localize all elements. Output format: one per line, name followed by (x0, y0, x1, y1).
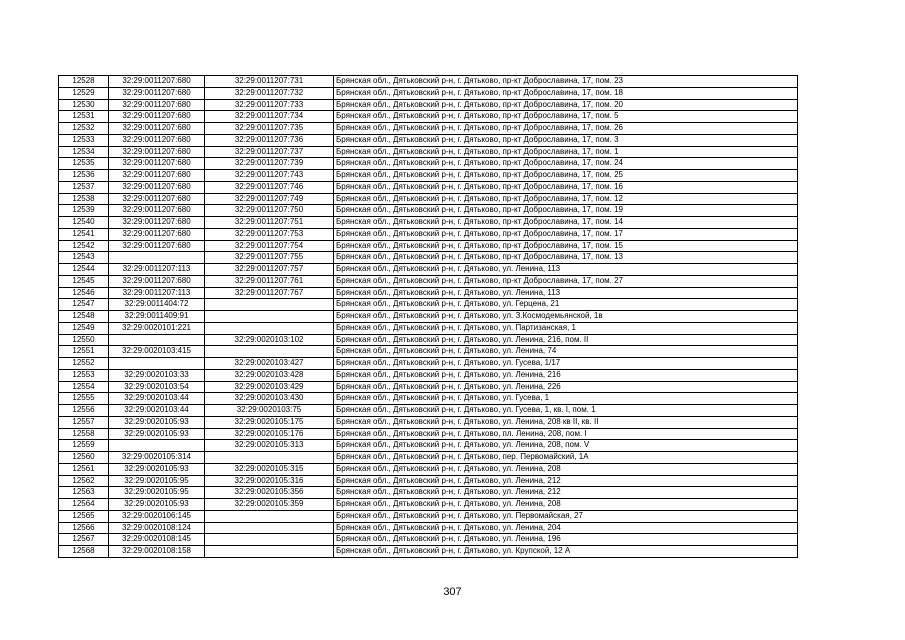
row-number-cell: 12558 (59, 428, 109, 440)
row-number-cell: 12545 (59, 275, 109, 287)
object-cadastral-number-cell (205, 546, 334, 558)
parcel-cadastral-number-cell (109, 334, 205, 346)
row-number-cell: 12566 (59, 522, 109, 534)
row-number-cell: 12555 (59, 393, 109, 405)
table-row (59, 381, 798, 393)
table-row (59, 475, 798, 487)
object-cadastral-number-cell: 32:29:0020103:429 (205, 381, 334, 393)
parcel-cadastral-number-cell: 32:29:0020106:145 (109, 510, 205, 522)
object-cadastral-number-cell: 32:29:0011207:732 (205, 87, 334, 99)
address-cell: Брянская обл., Дятьковский р-н, г. Дятьково, ул. Ленина, 208 (334, 499, 798, 511)
row-number-cell: 12531 (59, 111, 109, 123)
table-row (59, 205, 798, 217)
table-row (59, 299, 798, 311)
row-number-cell: 12528 (59, 76, 109, 88)
address-cell: Брянская обл., Дятьковский р-н, г. Дятьково, пр-кт Доброславина, 17, пом. 20 (334, 99, 798, 111)
object-cadastral-number-cell: 32:29:0011207:751 (205, 217, 334, 229)
parcel-cadastral-number-cell: 32:29:0020103:33 (109, 369, 205, 381)
table-row (59, 452, 798, 464)
row-number-cell: 12561 (59, 463, 109, 475)
table-row (59, 76, 798, 88)
object-cadastral-number-cell: 32:29:0011207:767 (205, 287, 334, 299)
table-row (59, 252, 798, 264)
object-cadastral-number-cell (205, 346, 334, 358)
row-number-cell: 12559 (59, 440, 109, 452)
address-cell: Брянская обл., Дятьковский р-н, г. Дятьково, ул. Ленина, 226 (334, 381, 798, 393)
registry-table (58, 75, 798, 558)
address-cell: Брянская обл., Дятьковский р-н, г. Дятьково, ул. Партизанская, 1 (334, 322, 798, 334)
address-cell: Брянская обл., Дятьковский р-н, г. Дятьково, пр-кт Доброславина, 17, пом. 15 (334, 240, 798, 252)
address-cell: Брянская обл., Дятьковский р-н, г. Дятьково, ул. З.Космодемьянской, 1в (334, 311, 798, 323)
registry-table-body (59, 76, 798, 558)
address-cell: Брянская обл., Дятьковский р-н, г. Дятьково, ул. Гусева, 1/17 (334, 358, 798, 370)
address-cell: Брянская обл., Дятьковский р-н, г. Дятьково, ул. Ленина, 212 (334, 487, 798, 499)
address-cell: Брянская обл., Дятьковский р-н, г. Дятьково, ул. Герцена, 21 (334, 299, 798, 311)
address-cell: Брянская обл., Дятьковский р-н, г. Дятьково, ул. Ленина, 74 (334, 346, 798, 358)
row-number-cell: 12565 (59, 510, 109, 522)
parcel-cadastral-number-cell: 32:29:0011207:680 (109, 170, 205, 182)
parcel-cadastral-number-cell: 32:29:0020105:93 (109, 428, 205, 440)
address-cell: Брянская обл., Дятьковский р-н, г. Дятьково, ул. Первомайская, 27 (334, 510, 798, 522)
parcel-cadastral-number-cell: 32:29:0011207:680 (109, 146, 205, 158)
parcel-cadastral-number-cell: 32:29:0020103:415 (109, 346, 205, 358)
address-cell: Брянская обл., Дятьковский р-н, г. Дятьково, ул. Ленина, 196 (334, 534, 798, 546)
address-cell: Брянская обл., Дятьковский р-н, г. Дятьково, пр-кт Доброславина, 17, пом. 3 (334, 134, 798, 146)
row-number-cell: 12529 (59, 87, 109, 99)
table-row (59, 228, 798, 240)
table-row (59, 193, 798, 205)
parcel-cadastral-number-cell: 32:29:0020108:158 (109, 546, 205, 558)
object-cadastral-number-cell: 32:29:0020103:427 (205, 358, 334, 370)
row-number-cell: 12537 (59, 181, 109, 193)
address-cell: Брянская обл., Дятьковский р-н, г. Дятьково, пр-кт Доброславина, 17, пом. 25 (334, 170, 798, 182)
address-cell: Брянская обл., Дятьковский р-н, г. Дятьково, пр-кт Доброславина, 17, пом. 1 (334, 146, 798, 158)
object-cadastral-number-cell: 32:29:0020105:359 (205, 499, 334, 511)
table-row (59, 405, 798, 417)
object-cadastral-number-cell: 32:29:0020103:75 (205, 405, 334, 417)
address-cell: Брянская обл., Дятьковский р-н, г. Дятьково, пер. Первомайский, 1А (334, 452, 798, 464)
parcel-cadastral-number-cell: 32:29:0011207:680 (109, 158, 205, 170)
address-cell: Брянская обл., Дятьковский р-н, г. Дятьково, пр-кт Доброславина, 17, пом. 27 (334, 275, 798, 287)
object-cadastral-number-cell: 32:29:0011207:739 (205, 158, 334, 170)
parcel-cadastral-number-cell: 32:29:0020103:54 (109, 381, 205, 393)
address-cell: Брянская обл., Дятьковский р-н, г. Дятьково, ул. Ленина, 216 (334, 369, 798, 381)
table-row (59, 546, 798, 558)
object-cadastral-number-cell: 32:29:0020103:102 (205, 334, 334, 346)
address-cell: Брянская обл., Дятьковский р-н, г. Дятьково, пр-кт Доброславина, 17, пом. 18 (334, 87, 798, 99)
object-cadastral-number-cell: 32:29:0011207:736 (205, 134, 334, 146)
row-number-cell: 12536 (59, 170, 109, 182)
parcel-cadastral-number-cell: 32:29:0011207:680 (109, 193, 205, 205)
row-number-cell: 12544 (59, 264, 109, 276)
address-cell: Брянская обл., Дятьковский р-н, г. Дятьково, пр-кт Доброславина, 17, пом. 12 (334, 193, 798, 205)
row-number-cell: 12556 (59, 405, 109, 417)
parcel-cadastral-number-cell: 32:29:0011207:680 (109, 181, 205, 193)
table-row (59, 428, 798, 440)
object-cadastral-number-cell: 32:29:0011207:754 (205, 240, 334, 252)
object-cadastral-number-cell: 32:29:0011207:731 (205, 76, 334, 88)
address-cell: Брянская обл., Дятьковский р-н, г. Дятьково, ул. Крупской, 12 А (334, 546, 798, 558)
table-row (59, 346, 798, 358)
address-cell: Брянская обл., Дятьковский р-н, г. Дятьково, пр-кт Доброславина, 17, пом. 16 (334, 181, 798, 193)
row-number-cell: 12532 (59, 123, 109, 135)
table-row (59, 440, 798, 452)
table-row (59, 393, 798, 405)
parcel-cadastral-number-cell (109, 440, 205, 452)
table-row (59, 158, 798, 170)
table-row (59, 123, 798, 135)
object-cadastral-number-cell (205, 311, 334, 323)
table-row (59, 87, 798, 99)
parcel-cadastral-number-cell: 32:29:0011207:680 (109, 134, 205, 146)
object-cadastral-number-cell: 32:29:0020105:316 (205, 475, 334, 487)
parcel-cadastral-number-cell: 32:29:0020103:44 (109, 393, 205, 405)
object-cadastral-number-cell: 32:29:0011207:749 (205, 193, 334, 205)
row-number-cell: 12557 (59, 416, 109, 428)
parcel-cadastral-number-cell: 32:29:0020105:314 (109, 452, 205, 464)
row-number-cell: 12530 (59, 99, 109, 111)
parcel-cadastral-number-cell: 32:29:0020105:93 (109, 416, 205, 428)
address-cell: Брянская обл., Дятьковский р-н, г. Дятьково, пр-кт Доброславина, 17, пом. 26 (334, 123, 798, 135)
table-row (59, 358, 798, 370)
object-cadastral-number-cell: 32:29:0011207:755 (205, 252, 334, 264)
address-cell: Брянская обл., Дятьковский р-н, г. Дятьково, ул. Ленина, 216, пом. II (334, 334, 798, 346)
object-cadastral-number-cell: 32:29:0020105:313 (205, 440, 334, 452)
address-cell: Брянская обл., Дятьковский р-н, г. Дятьково, ул. Ленина, 113 (334, 287, 798, 299)
table-row (59, 322, 798, 334)
row-number-cell: 12538 (59, 193, 109, 205)
address-cell: Брянская обл., Дятьковский р-н, г. Дятьково, пр-кт Доброславина, 17, пом. 17 (334, 228, 798, 240)
object-cadastral-number-cell: 32:29:0020105:315 (205, 463, 334, 475)
parcel-cadastral-number-cell: 32:29:0020108:145 (109, 534, 205, 546)
parcel-cadastral-number-cell: 32:29:0011207:680 (109, 228, 205, 240)
parcel-cadastral-number-cell: 32:29:0011207:113 (109, 264, 205, 276)
parcel-cadastral-number-cell: 32:29:0011207:680 (109, 123, 205, 135)
parcel-cadastral-number-cell: 32:29:0011207:680 (109, 99, 205, 111)
table-row (59, 287, 798, 299)
parcel-cadastral-number-cell: 32:29:0011207:680 (109, 111, 205, 123)
table-row (59, 522, 798, 534)
row-number-cell: 12546 (59, 287, 109, 299)
parcel-cadastral-number-cell: 32:29:0020105:93 (109, 499, 205, 511)
table-row (59, 275, 798, 287)
parcel-cadastral-number-cell: 32:29:0011207:680 (109, 76, 205, 88)
object-cadastral-number-cell (205, 510, 334, 522)
address-cell: Брянская обл., Дятьковский р-н, г. Дятьково, пр-кт Доброславина, 17, пом. 24 (334, 158, 798, 170)
parcel-cadastral-number-cell: 32:29:0020108:124 (109, 522, 205, 534)
row-number-cell: 12533 (59, 134, 109, 146)
parcel-cadastral-number-cell: 32:29:0011207:680 (109, 205, 205, 217)
parcel-cadastral-number-cell: 32:29:0011207:680 (109, 87, 205, 99)
address-cell: Брянская обл., Дятьковский р-н, г. Дятьково, ул. Ленина, 208 кв II, кв. II (334, 416, 798, 428)
parcel-cadastral-number-cell: 32:29:0020103:44 (109, 405, 205, 417)
table-row (59, 487, 798, 499)
row-number-cell: 12540 (59, 217, 109, 229)
table-row (59, 416, 798, 428)
parcel-cadastral-number-cell: 32:29:0011409:91 (109, 311, 205, 323)
row-number-cell: 12562 (59, 475, 109, 487)
row-number-cell: 12553 (59, 369, 109, 381)
table-row (59, 264, 798, 276)
parcel-cadastral-number-cell: 32:29:0020101:221 (109, 322, 205, 334)
address-cell: Брянская обл., Дятьковский р-н, г. Дятьково, ул. Ленина, 113 (334, 264, 798, 276)
row-number-cell: 12552 (59, 358, 109, 370)
table-row (59, 534, 798, 546)
address-cell: Брянская обл., Дятьковский р-н, г. Дятьково, пл. Ленина, 208, пом. I (334, 428, 798, 440)
object-cadastral-number-cell: 32:29:0011207:733 (205, 99, 334, 111)
row-number-cell: 12539 (59, 205, 109, 217)
table-row (59, 499, 798, 511)
address-cell: Брянская обл., Дятьковский р-н, г. Дятьково, пр-кт Доброславина, 17, пом. 13 (334, 252, 798, 264)
object-cadastral-number-cell: 32:29:0011207:734 (205, 111, 334, 123)
address-cell: Брянская обл., Дятьковский р-н, г. Дятьково, ул. Ленина, 204 (334, 522, 798, 534)
address-cell: Брянская обл., Дятьковский р-н, г. Дятьково, ул. Ленина, 208, пом. V (334, 440, 798, 452)
table-row (59, 181, 798, 193)
row-number-cell: 12550 (59, 334, 109, 346)
address-cell: Брянская обл., Дятьковский р-н, г. Дятьково, пр-кт Доброславина, 17, пом. 19 (334, 205, 798, 217)
parcel-cadastral-number-cell: 32:29:0011207:113 (109, 287, 205, 299)
object-cadastral-number-cell (205, 322, 334, 334)
address-cell: Брянская обл., Дятьковский р-н, г. Дятьково, пр-кт Доброславина, 17, пом. 5 (334, 111, 798, 123)
object-cadastral-number-cell: 32:29:0011207:746 (205, 181, 334, 193)
parcel-cadastral-number-cell: 32:29:0020105:95 (109, 475, 205, 487)
object-cadastral-number-cell: 32:29:0011207:735 (205, 123, 334, 135)
object-cadastral-number-cell (205, 534, 334, 546)
object-cadastral-number-cell (205, 522, 334, 534)
object-cadastral-number-cell: 32:29:0011207:750 (205, 205, 334, 217)
object-cadastral-number-cell: 32:29:0020105:176 (205, 428, 334, 440)
row-number-cell: 12567 (59, 534, 109, 546)
table-row (59, 146, 798, 158)
parcel-cadastral-number-cell: 32:29:0011207:680 (109, 240, 205, 252)
object-cadastral-number-cell: 32:29:0011207:761 (205, 275, 334, 287)
table-row (59, 99, 798, 111)
object-cadastral-number-cell: 32:29:0020103:430 (205, 393, 334, 405)
row-number-cell: 12554 (59, 381, 109, 393)
row-number-cell: 12547 (59, 299, 109, 311)
object-cadastral-number-cell: 32:29:0020105:356 (205, 487, 334, 499)
table-row (59, 369, 798, 381)
address-cell: Брянская обл., Дятьковский р-н, г. Дятьково, пр-кт Доброславина, 17, пом. 14 (334, 217, 798, 229)
parcel-cadastral-number-cell (109, 252, 205, 264)
table-row (59, 217, 798, 229)
row-number-cell: 12535 (59, 158, 109, 170)
row-number-cell: 12549 (59, 322, 109, 334)
object-cadastral-number-cell: 32:29:0020103:428 (205, 369, 334, 381)
row-number-cell: 12534 (59, 146, 109, 158)
address-cell: Брянская обл., Дятьковский р-н, г. Дятьково, ул. Ленина, 208 (334, 463, 798, 475)
table-row (59, 334, 798, 346)
address-cell: Брянская обл., Дятьковский р-н, г. Дятьково, ул. Гусева, 1 (334, 393, 798, 405)
table-row (59, 240, 798, 252)
table-row (59, 170, 798, 182)
row-number-cell: 12543 (59, 252, 109, 264)
object-cadastral-number-cell (205, 299, 334, 311)
page-number: 307 (443, 586, 462, 598)
object-cadastral-number-cell: 32:29:0011207:757 (205, 264, 334, 276)
parcel-cadastral-number-cell: 32:29:0011207:680 (109, 275, 205, 287)
row-number-cell: 12548 (59, 311, 109, 323)
table-row (59, 134, 798, 146)
parcel-cadastral-number-cell: 32:29:0011404:72 (109, 299, 205, 311)
parcel-cadastral-number-cell (109, 358, 205, 370)
object-cadastral-number-cell: 32:29:0011207:737 (205, 146, 334, 158)
row-number-cell: 12568 (59, 546, 109, 558)
row-number-cell: 12542 (59, 240, 109, 252)
table-row (59, 111, 798, 123)
row-number-cell: 12564 (59, 499, 109, 511)
object-cadastral-number-cell: 32:29:0011207:753 (205, 228, 334, 240)
address-cell: Брянская обл., Дятьковский р-н, г. Дятьково, пр-кт Доброславина, 17, пом. 23 (334, 76, 798, 88)
object-cadastral-number-cell (205, 452, 334, 464)
table-row (59, 510, 798, 522)
table-row (59, 311, 798, 323)
object-cadastral-number-cell: 32:29:0020105:175 (205, 416, 334, 428)
address-cell: Брянская обл., Дятьковский р-н, г. Дятьково, ул. Гусева, 1, кв. I, пом. 1 (334, 405, 798, 417)
address-cell: Брянская обл., Дятьковский р-н, г. Дятьково, ул. Ленина, 212 (334, 475, 798, 487)
parcel-cadastral-number-cell: 32:29:0020105:93 (109, 463, 205, 475)
row-number-cell: 12560 (59, 452, 109, 464)
row-number-cell: 12563 (59, 487, 109, 499)
table-row (59, 463, 798, 475)
parcel-cadastral-number-cell: 32:29:0020105:95 (109, 487, 205, 499)
object-cadastral-number-cell: 32:29:0011207:743 (205, 170, 334, 182)
row-number-cell: 12541 (59, 228, 109, 240)
parcel-cadastral-number-cell: 32:29:0011207:680 (109, 217, 205, 229)
row-number-cell: 12551 (59, 346, 109, 358)
